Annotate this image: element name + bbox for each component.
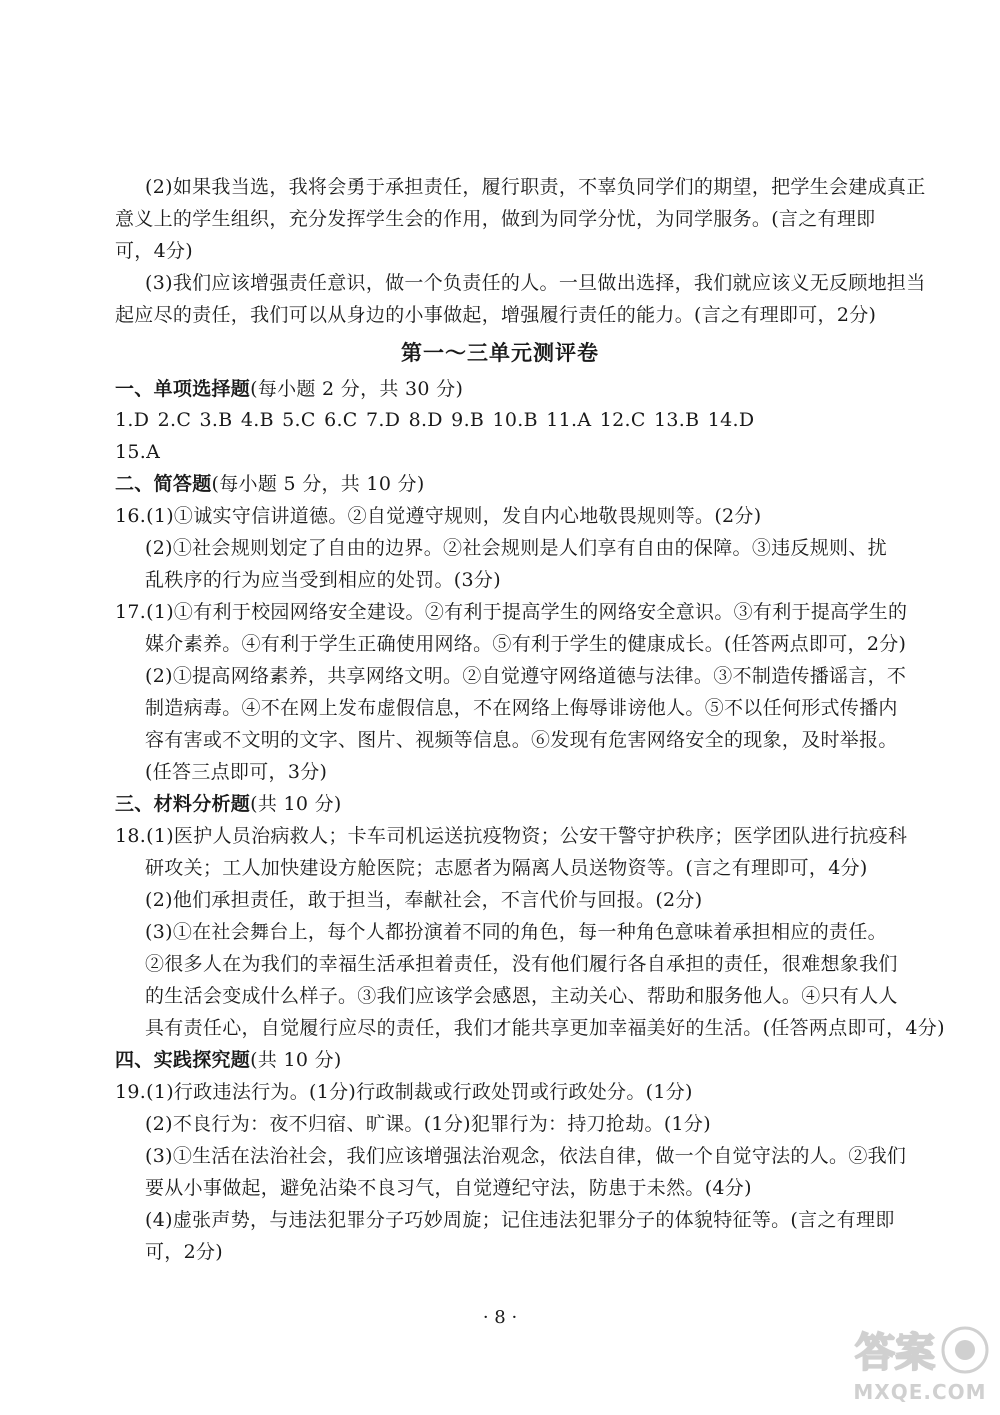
answer-line: 可，4分) [115, 240, 194, 262]
answer-line: (3)①生活在法治社会，我们应该增强法治观念，依法自律，做一个自觉守法的人。②我们 [145, 1145, 907, 1167]
answer-key-line: 1.D 2.C 3.B 4.B 5.C 6.C 7.D 8.D 9.B 10.B 11.A 12.C 13.B 14.D [115, 409, 755, 431]
answer-line: 意义上的学生组织，充分发挥学生会的作用，做到为同学分忧，为同学服务。(言之有理即 [115, 208, 876, 230]
answer-line: 起应尽的责任，我们可以从身边的小事做起，增强履行责任的能力。(言之有理即可，2分) [115, 304, 877, 326]
watermark-site: MXQE.COM [853, 1380, 987, 1404]
svg-text:答案: 答案 [855, 1330, 935, 1376]
answer-line: 研攻关；工人加快建设方舱医院；志愿者为隔离人员送物资等。(言之有理即可，4分) [145, 857, 868, 879]
answer-line: 要从小事做起，避免沾染不良习气，自觉遵纪守法，防患于未然。(4分) [145, 1177, 752, 1199]
heading-text: 四、实践探究题 [115, 1049, 251, 1071]
answer-line: 乱秩序的行为应当受到相应的处罚。(3分) [145, 569, 501, 591]
answer-line: 18.(1)医护人员治病救人；卡车司机运送抗疫物资；公安干警守护秩序；医学团队进行抗疫科 [115, 825, 908, 847]
answer-line: 制造病毒。④不在网上发布虚假信息，不在网络上侮辱诽谤他人。⑤不以任何形式传播内 [145, 697, 898, 719]
answer-line: 的生活会变成什么样子。③我们应该学会感恩，主动关心、帮助和服务他人。④只有人人 [145, 985, 898, 1007]
answer-key-line: 15.A [115, 441, 161, 463]
heading-note: (共 10 分) [250, 1049, 342, 1071]
section-heading-2 [115, 470, 425, 498]
answer-line: 容有害或不文明的文字、图片、视频等信息。⑥发现有危害网络安全的现象，及时举报。 [145, 729, 898, 751]
section-heading-1 [115, 375, 463, 403]
answer-line: ②很多人在为我们的幸福生活承担着责任，没有他们履行各自承担的责任，很难想象我们 [145, 953, 898, 975]
watermark [845, 1322, 995, 1410]
heading-text: 三、材料分析题 [115, 793, 251, 815]
watermark-logo-icon [853, 1322, 993, 1376]
answer-line: (2)①提高网络素养，共享网络文明。②自觉遵守网络道德与法律。③不制造传播谣言，不 [145, 665, 907, 687]
heading-note: (每小题 2 分，共 30 分) [250, 378, 464, 400]
section-heading-3 [115, 790, 342, 818]
answer-line: 17.(1)①有利于校园网络安全建设。②有利于提高学生的网络安全意识。③有利于提高学生的 [115, 601, 908, 623]
heading-note: (共 10 分) [250, 793, 342, 815]
heading-text: 二、简答题 [115, 473, 212, 495]
answer-line: 媒介素养。④有利于学生正确使用网络。⑤有利于学生的健康成长。(任答两点即可，2分) [145, 633, 907, 655]
answer-line: (3)我们应该增强责任意识，做一个负责任的人。一旦做出选择，我们就应该义无反顾地担当 [145, 272, 926, 294]
answer-line: (3)①在社会舞台上，每个人都扮演着不同的角色，每一种角色意味着承担相应的责任。 [145, 921, 887, 943]
answer-line: (任答三点即可，3分) [145, 761, 328, 783]
answer-line: (4)虚张声势，与违法犯罪分子巧妙周旋；记住违法犯罪分子的体貌特征等。(言之有理即 [145, 1209, 895, 1231]
answer-line: 19.(1)行政违法行为。(1分)行政制裁或行政处罚或行政处分。(1分) [115, 1081, 693, 1103]
section-heading-4 [115, 1046, 342, 1074]
answer-line: 具有责任心，自觉履行应尽的责任，我们才能共享更加幸福美好的生活。(任答两点即可，4分) [145, 1017, 945, 1039]
answer-line: (2)①社会规则划定了自由的边界。②社会规则是人们享有自由的保障。③违反规则、扰 [145, 537, 887, 559]
section-title: 第一～三单元测评卷 [401, 341, 599, 365]
answer-line: (2)他们承担责任，敢于担当，奉献社会，不言代价与回报。(2分) [145, 889, 703, 911]
page-number: · 8 · [482, 1307, 518, 1328]
heading-note: (每小题 5 分，共 10 分) [211, 473, 425, 495]
answer-line: 可，2分) [145, 1241, 224, 1263]
answer-line: 16.(1)①诚实守信讲道德。②自觉遵守规则，发自内心地敬畏规则等。(2分) [115, 505, 762, 527]
answer-line: (2)如果我当选，我将会勇于承担责任，履行职责，不辜负同学们的期望，把学生会建成真正 [145, 176, 926, 198]
answer-line: (2)不良行为：夜不归宿、旷课。(1分)犯罪行为：持刀抢劫。(1分) [145, 1113, 711, 1135]
heading-text: 一、单项选择题 [115, 378, 251, 400]
